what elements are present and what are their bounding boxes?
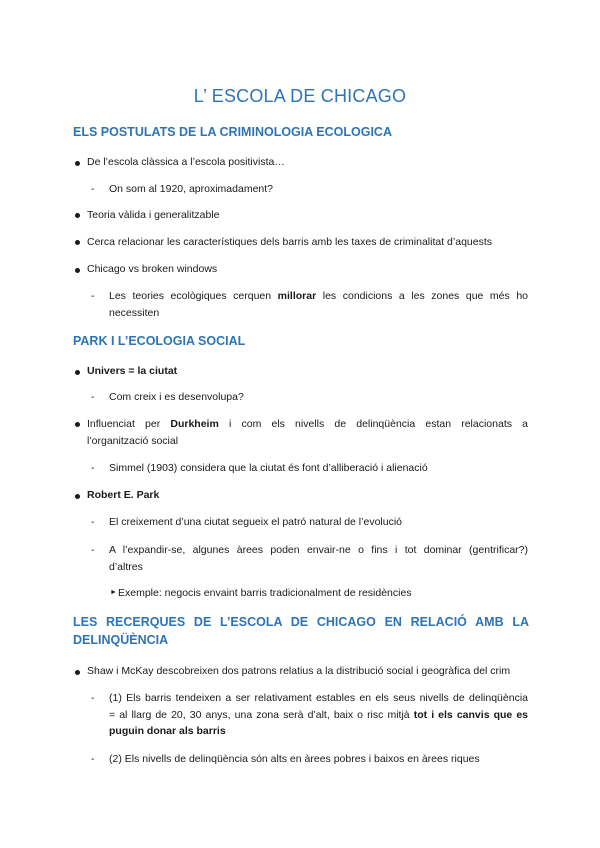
- dash-icon: -: [91, 391, 95, 403]
- section-heading-park: PARK I L’ECOLOGIA SOCIAL: [73, 334, 246, 348]
- bullet-icon: [75, 494, 80, 499]
- bullet-icon: [75, 422, 80, 427]
- list-subitem: Com creix i es desenvolupa?: [109, 391, 244, 403]
- page-title: L’ ESCOLA DE CHICAGO: [193, 86, 407, 106]
- list-item: De l’escola clàssica a l’escola positivista…: [87, 156, 285, 168]
- list-subitem-continuation: puguin donar als barris: [109, 725, 226, 737]
- list-item: Shaw i McKay descobreixen dos patrons relatius a la distribució social i geogràfica del crim: [87, 665, 511, 677]
- bullet-icon: [75, 268, 80, 273]
- list-item: Chicago vs broken windows: [87, 263, 218, 275]
- dash-icon: -: [91, 516, 95, 528]
- bullet-icon: [75, 240, 80, 245]
- list-item: Cerca relacionar les característiques dels barris amb les taxes de criminalitat d’aquests: [87, 236, 493, 248]
- list-subitem-continuation: necessiten: [109, 307, 160, 319]
- list-subitem: El creixement d’una ciutat segueix el patró natural de l’evolució: [109, 516, 403, 528]
- list-item: Robert E. Park: [87, 489, 160, 501]
- list-subitem: A l’expandir-se, algunes àrees poden envair-ne o fins i tot dominar (gentrificar?): [109, 544, 528, 556]
- list-subitem-continuation: = al llarg de 20, 30 anys, una zona serà d’alt, baix o risc mitjà tot i els canvis que es: [109, 709, 529, 721]
- section-heading-postulats: ELS POSTULATS DE LA CRIMINOLOGIA ECOLOGICA: [73, 125, 392, 139]
- bullet-icon: [75, 370, 80, 375]
- bullet-icon: [75, 213, 80, 218]
- list-subsubitem: Exemple: negocis envaint barris tradicionalment de residències: [118, 587, 412, 599]
- section-heading-recerques: LES RECERQUES DE L’ESCOLA DE CHICAGO EN RELACIÓ AMB LA: [73, 615, 529, 629]
- dash-icon: -: [91, 692, 95, 704]
- dash-icon: -: [91, 753, 95, 765]
- triangle-bullet-icon: ►: [110, 589, 117, 596]
- bullet-icon: [75, 670, 80, 675]
- list-subitem: Simmel (1903) considera que la ciutat és font d’alliberació i alienació: [109, 462, 428, 474]
- list-item-continuation: l’organització social: [87, 435, 179, 447]
- list-item: Influenciat per Durkheim i com els nivells de delinqüència estan relacionats a: [87, 418, 528, 430]
- dash-icon: -: [91, 544, 95, 556]
- dash-icon: -: [91, 290, 95, 302]
- list-item: Univers = la ciutat: [87, 365, 178, 377]
- list-subitem: On som al 1920, aproximadament?: [109, 183, 274, 195]
- dash-icon: -: [91, 183, 95, 195]
- list-subitem: Les teories ecològiques cerquen millorar les condicions a les zones que més ho: [109, 290, 528, 302]
- bullet-icon: [75, 161, 80, 166]
- list-item: Teoria vàlida i generalitzable: [87, 209, 220, 221]
- list-subitem: (1) Els barris tendeixen a ser relativament estables en els seus nivells de delinqüència: [109, 692, 528, 704]
- section-heading-recerques-line2: DELINQÜÈNCIA: [73, 633, 169, 647]
- list-subitem-continuation: d’altres: [109, 561, 143, 573]
- list-subitem: (2) Els nivells de delinqüència són alts en àrees pobres i baixos en àrees riques: [109, 753, 480, 765]
- dash-icon: -: [91, 462, 95, 474]
